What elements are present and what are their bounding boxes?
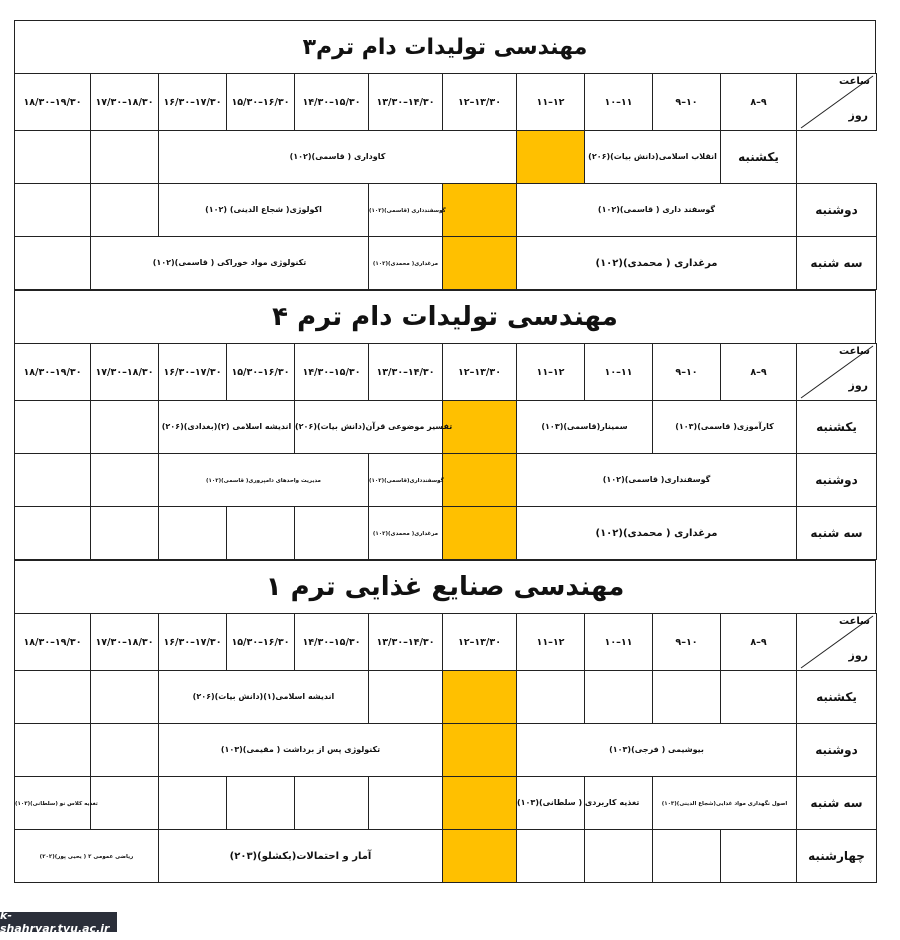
class-cell	[15, 777, 98, 830]
hour-header: ۹–۱۰	[653, 74, 721, 131]
hour-header: ۱۵/۳۰–۱۶/۳۰	[227, 614, 295, 671]
table-row	[15, 830, 877, 883]
class-cell	[159, 131, 517, 184]
course-label: اکولوژی( شجاع الدینی) (۱۰۲)	[205, 205, 322, 214]
class-cell	[159, 184, 369, 237]
corner-header	[797, 344, 877, 401]
class-cell	[369, 237, 443, 290]
empty-cell	[15, 454, 91, 507]
course-label: مدیریت واحدهای دامپروری( قاسمی)(۱۰۲)	[206, 478, 321, 484]
class-cell	[159, 830, 443, 883]
empty-cell	[15, 671, 91, 724]
course-label: اندیشه اسلامی (۲)(بغدادی)(۲۰۶)	[161, 422, 292, 431]
course-label: تفسیر موضوعی قرآن(دانش بیات)(۲۰۶)	[295, 422, 453, 431]
class-cell	[517, 237, 797, 290]
course-label: آمار و احتمالات(بکشلو)(۲۰۳)	[229, 850, 372, 862]
hour-header: ۱۷/۳۰–۱۸/۳۰	[91, 344, 159, 401]
hour-header: ۱۴/۳۰–۱۵/۳۰	[295, 344, 369, 401]
empty-cell	[227, 507, 295, 560]
course-label: اندیشه اسلامی(۱)(دانش بیات)(۲۰۶)	[192, 692, 335, 701]
empty-cell	[369, 777, 443, 830]
empty-cell	[91, 401, 159, 454]
hour-header: ۸–۹	[721, 344, 797, 401]
hour-header: ۱۸/۳۰–۱۹/۳۰	[15, 74, 91, 131]
day-cell: دوشنبه	[797, 724, 877, 777]
empty-cell	[721, 671, 797, 724]
course-label: انقلاب اسلامی(دانش بیات)(۲۰۶)	[588, 152, 717, 161]
hour-header: ۱۳/۳۰–۱۴/۳۰	[369, 74, 443, 131]
empty-cell	[585, 830, 653, 883]
empty-cell	[15, 184, 91, 237]
empty-cell	[653, 671, 721, 724]
class-cell	[159, 454, 369, 507]
empty-cell	[517, 671, 585, 724]
day-cell: سه شنبه	[797, 777, 877, 830]
table-row	[15, 507, 877, 560]
course-label: گوسفنداری( قاسمی)(۱۰۲)	[602, 475, 711, 484]
class-cell	[369, 454, 443, 507]
course-label: تغذیه کلاس نو (سلطانی)(۱۰۳)	[15, 801, 98, 807]
table-row	[15, 454, 877, 507]
course-label: کارآموزی( قاسمی)(۱۰۳)	[675, 422, 774, 431]
section-title: مهندسی صنایع غذایی ترم ۱	[14, 560, 876, 613]
course-label: سمینار(قاسمی)(۱۰۳)	[541, 422, 628, 431]
table-row	[15, 671, 877, 724]
hour-header: ۱۱–۱۲	[517, 344, 585, 401]
schedule-sheet	[14, 20, 876, 883]
empty-cell	[585, 671, 653, 724]
day-cell: یکشنبه	[721, 131, 797, 184]
class-cell	[159, 401, 295, 454]
hour-header: ۱۵/۳۰–۱۶/۳۰	[227, 74, 295, 131]
hour-header: ۱۱–۱۲	[517, 614, 585, 671]
empty-cell	[15, 724, 91, 777]
class-cell	[517, 184, 797, 237]
empty-cell	[227, 777, 295, 830]
day-cell: چهارشنبه	[797, 830, 877, 883]
empty-cell	[91, 454, 159, 507]
hour-label: ساعت	[838, 76, 870, 87]
course-label: تکنولوژی مواد خوراکی ( قاسمی)(۱۰۲)	[152, 258, 307, 267]
course-label: مرغداری( محمدی)(۱۰۲)	[372, 531, 439, 537]
empty-cell	[517, 830, 585, 883]
table-row	[15, 724, 877, 777]
empty-cell	[91, 184, 159, 237]
hour-header: ۱۳/۳۰–۱۴/۳۰	[369, 614, 443, 671]
class-cell	[585, 131, 721, 184]
empty-cell	[295, 777, 369, 830]
corner-header	[797, 614, 877, 671]
empty-cell	[15, 507, 91, 560]
hour-header: ۸–۹	[721, 614, 797, 671]
hour-header: ۸–۹	[721, 74, 797, 131]
lunch-break-cell	[443, 184, 517, 237]
class-cell	[295, 401, 453, 454]
class-cell	[15, 830, 159, 883]
hour-header: ۱۲–۱۳/۳۰	[443, 614, 517, 671]
empty-cell	[15, 131, 91, 184]
hour-header: ۱۷/۳۰–۱۸/۳۰	[91, 614, 159, 671]
class-cell	[369, 184, 446, 237]
table-row	[15, 237, 877, 290]
day-label: روز	[848, 379, 868, 392]
class-cell	[517, 777, 640, 830]
course-label: گوسفندداری(قاسمی)(۱۰۲)	[369, 478, 444, 484]
course-label: گوسفند داری ( قاسمی)(۱۰۲)	[597, 205, 716, 214]
empty-cell	[159, 777, 227, 830]
site-watermark: k-shahryar.tvu.ac.ir	[0, 912, 117, 932]
hour-header: ۱۳/۳۰–۱۴/۳۰	[369, 344, 443, 401]
schedule-table	[14, 343, 877, 560]
course-label: تغذیه کاربردی ( سلطانی)(۱۰۳)	[517, 798, 640, 807]
class-cell	[369, 507, 443, 560]
course-label: بیوشیمی ( فرجی)(۱۰۳)	[609, 745, 704, 754]
hour-header: ۱۴/۳۰–۱۵/۳۰	[295, 74, 369, 131]
lunch-break-cell	[443, 454, 517, 507]
hour-header: ۹–۱۰	[653, 614, 721, 671]
empty-cell	[91, 671, 159, 724]
class-cell	[517, 724, 797, 777]
section-title: مهندسی تولیدات دام ترم ۴	[14, 290, 876, 343]
hour-header: ۹–۱۰	[653, 344, 721, 401]
hour-header: ۱۸/۳۰–۱۹/۳۰	[15, 344, 91, 401]
lunch-break-cell	[517, 131, 585, 184]
empty-cell	[91, 131, 159, 184]
class-cell	[91, 237, 369, 290]
hour-header: ۱۴/۳۰–۱۵/۳۰	[295, 614, 369, 671]
lunch-break-cell	[443, 401, 517, 454]
empty-cell	[15, 401, 91, 454]
lunch-break-cell	[443, 671, 517, 724]
day-cell: دوشنبه	[797, 184, 877, 237]
hour-header: ۱۸/۳۰–۱۹/۳۰	[15, 614, 91, 671]
class-cell	[517, 507, 797, 560]
schedule-table	[14, 73, 877, 290]
empty-cell	[91, 777, 159, 830]
hour-header: ۱۷/۳۰–۱۸/۳۰	[91, 74, 159, 131]
course-label: تکنولوژی پس از برداشت ( مقیمی)(۱۰۳)	[220, 745, 381, 754]
hour-header: ۱۱–۱۲	[517, 74, 585, 131]
empty-cell	[159, 507, 227, 560]
lunch-break-cell	[443, 237, 517, 290]
hour-header: ۱۶/۳۰–۱۷/۳۰	[159, 74, 227, 131]
empty-cell	[653, 830, 721, 883]
hour-header: ۱۲–۱۳/۳۰	[443, 74, 517, 131]
day-cell: یکشنبه	[797, 401, 877, 454]
class-cell	[653, 777, 797, 830]
hour-header: ۱۲–۱۳/۳۰	[443, 344, 517, 401]
hour-header: ۱۵/۳۰–۱۶/۳۰	[227, 344, 295, 401]
empty-cell	[91, 724, 159, 777]
table-row	[15, 777, 877, 830]
empty-cell	[91, 507, 159, 560]
hour-header: ۱۰–۱۱	[585, 74, 653, 131]
hour-label: ساعت	[838, 346, 870, 357]
lunch-break-cell	[443, 830, 517, 883]
hour-header: ۱۰–۱۱	[585, 614, 653, 671]
hour-header: ۱۶/۳۰–۱۷/۳۰	[159, 344, 227, 401]
class-cell	[653, 401, 797, 454]
class-cell	[517, 454, 797, 507]
course-label: مرغداری ( محمدی)(۱۰۲)	[595, 257, 718, 269]
empty-cell	[295, 507, 369, 560]
day-label: روز	[848, 109, 868, 122]
course-label: اصول نگهداری مواد غذایی(شجاع الدینی)(۱۰۳)	[661, 801, 788, 807]
day-cell: سه شنبه	[797, 237, 877, 290]
empty-cell	[369, 671, 443, 724]
empty-cell	[721, 830, 797, 883]
course-label: ریاضی عمومی ۲ ( یحیی پور)(۲۰۲)	[39, 854, 134, 860]
corner-header	[797, 74, 877, 131]
day-label: روز	[848, 649, 868, 662]
hour-header: ۱۶/۳۰–۱۷/۳۰	[159, 614, 227, 671]
class-cell	[159, 724, 443, 777]
table-row	[15, 184, 877, 237]
lunch-break-cell	[443, 507, 517, 560]
class-cell	[159, 671, 369, 724]
course-label: کاوداری ( قاسمی)(۱۰۲)	[289, 152, 386, 161]
class-cell	[517, 401, 653, 454]
schedule-table	[14, 613, 877, 883]
course-label: گوسفندداری (قاسمی)(۱۰۲)	[369, 208, 446, 214]
day-cell: دوشنبه	[797, 454, 877, 507]
table-row	[15, 131, 877, 184]
course-label: مرغداری ( محمدی)(۱۰۲)	[595, 527, 718, 539]
empty-cell	[15, 237, 91, 290]
section-title: مهندسی تولیدات دام ترم۳	[14, 20, 876, 73]
hour-label: ساعت	[838, 616, 870, 627]
hour-header: ۱۰–۱۱	[585, 344, 653, 401]
day-cell: سه شنبه	[797, 507, 877, 560]
day-cell: یکشنبه	[797, 671, 877, 724]
course-label: مرغداری( محمدی)(۱۰۲)	[372, 261, 439, 267]
lunch-break-cell	[443, 724, 517, 777]
table-row	[15, 401, 877, 454]
lunch-break-cell	[443, 777, 517, 830]
